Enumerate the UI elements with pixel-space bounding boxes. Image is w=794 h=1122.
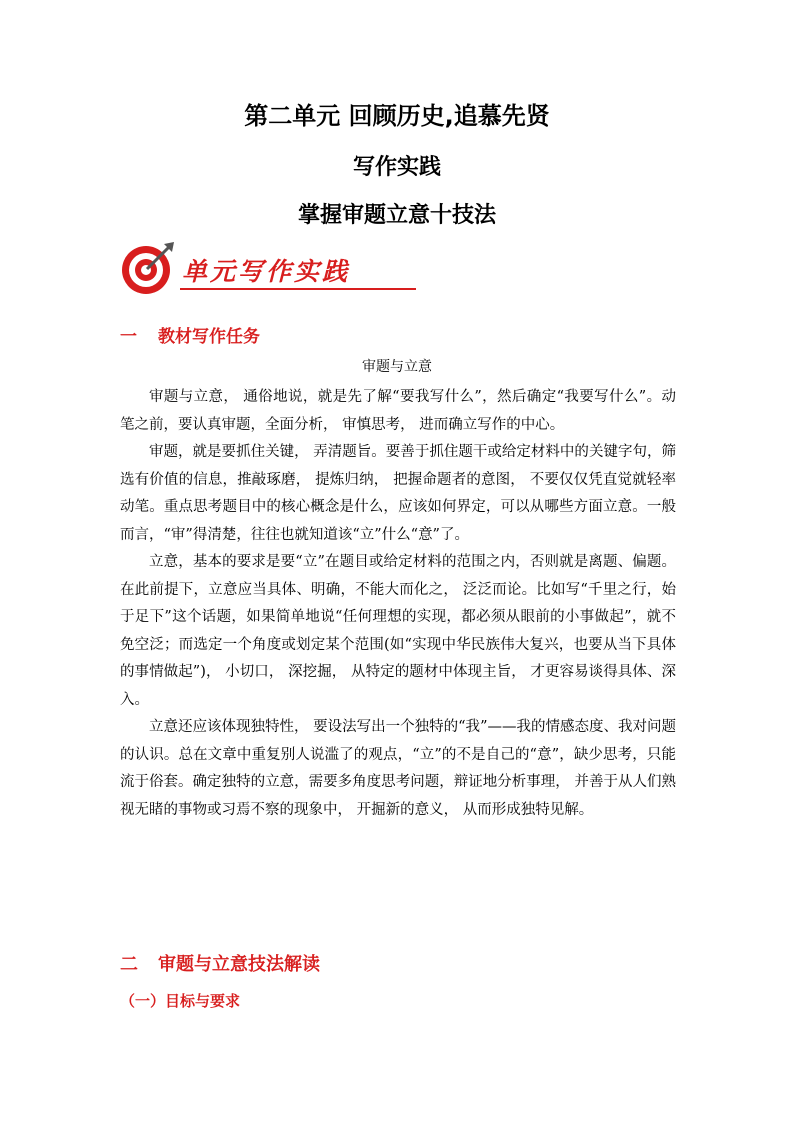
banner-underline [180, 288, 416, 290]
page-title: 第二单元 回顾历史,追慕先贤 [244, 102, 550, 130]
paragraph: 立意还应该体现独特性， 要设法写出一个独特的“我”——我的情感态度、我对问题的认识。总在文章中重复别人说滥了的观点，“立”的不是自己的“意”，缺少思考，只能流于俗套。确定独特的立意，需要多角度思考问题，辩证地分析事理， 并善于从人们熟视无睹的事物或习焉不察的现象中， 开掘新的意义， 从而形成独特见解。 [120, 719, 676, 818]
section-title: 审题与立意技法解读 [158, 954, 320, 975]
paragraph: 审题与立意， 通俗地说，就是先了解“要我写什么”，然后确定“我要写什么”。动笔之前，要认真审题，全面分析， 审慎思考， 进而确立写作的中心。 [120, 389, 676, 433]
page-subtitle-2: 掌握审题立意十技法 [297, 203, 496, 228]
section-number: 一 [120, 327, 137, 347]
section-title: 教材写作任务 [158, 327, 260, 347]
section-number: 二 [120, 954, 138, 975]
section-heading-2 [120, 950, 320, 976]
section-heading-1 [120, 322, 260, 347]
unit-banner [120, 240, 370, 296]
banner-title: 单元写作实践 [182, 257, 351, 286]
page-subtitle: 写作实践 [352, 155, 441, 180]
body-text [120, 384, 676, 824]
paragraph: 立意，基本的要求是要“立”在题目或给定材料的范围之内，否则就是离题、偏题。在此前提下，立意应当具体、明确，不能大而化之， 泛泛而论。比如写“千里之行，始于足下”这个话题，如果简单地说“任何理想的实现，都必须从眼前的小事做起”，就不免空泛；而选定一个角度或划定某个范围(如“实现中华民族伟大复兴，也要从当下具体的事情做起”)， 小切口， 深挖掘， 从特定的题材中体现主旨， 才更容易谈得具体、深入。 [120, 554, 676, 708]
subsection-heading: （一）目标与要求 [120, 992, 241, 1010]
paragraph: 审题，就是要抓住关键， 弄清题旨。要善于抓住题干或给定材料中的关键字句，筛选有价值的信息，推敲琢磨， 提炼归纳， 把握命题者的意图， 不要仅仅凭直觉就轻率动笔。重点思考题目中的核心概念是什么，应该如何界定，可以从哪些方面立意。一般而言，“审”得清楚，往往也就知道该“立”什么“意”了。 [120, 444, 676, 543]
section-subtitle: 审题与立意 [362, 359, 432, 375]
target-dart-icon [120, 240, 178, 298]
